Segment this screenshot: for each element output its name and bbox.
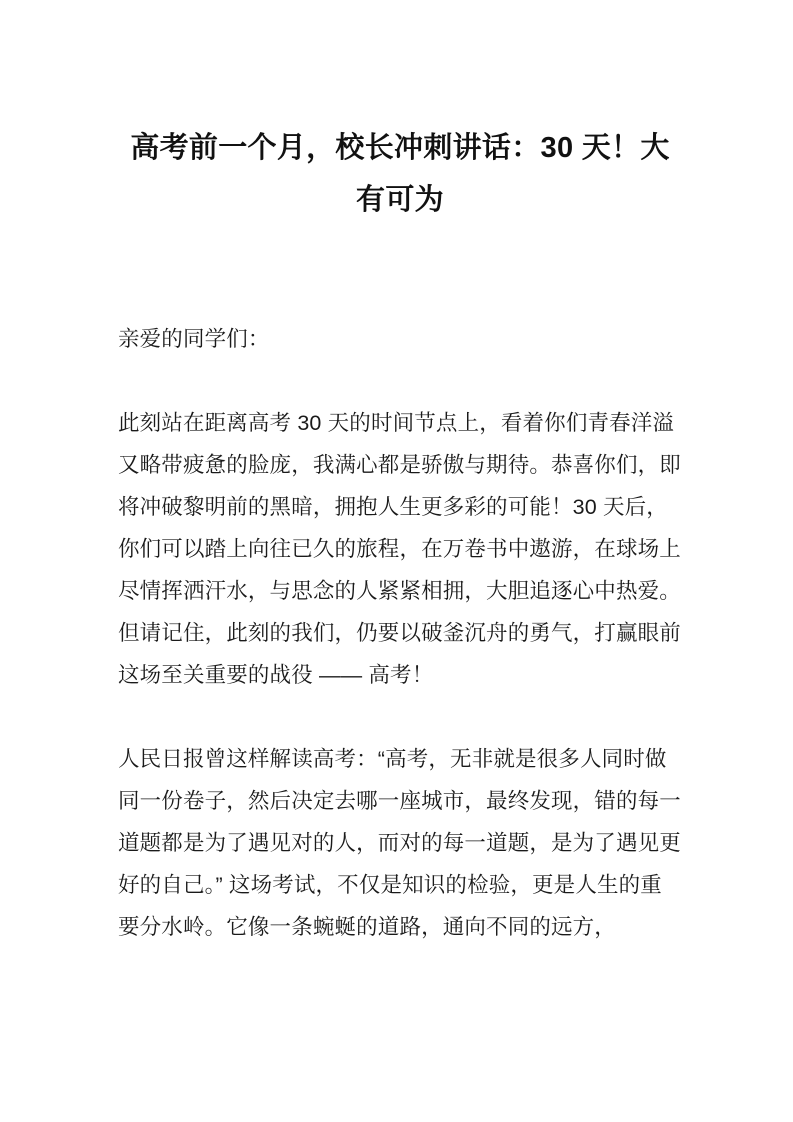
salutation: 亲爱的同学们： [118,327,270,351]
document-body [118,0,682,948]
title-body-spacer [118,226,682,318]
page-title: 高考前一个月，校长冲刺讲话：30 天！大有可为 [130,132,670,216]
paragraph-1: 此刻站在距离高考 30 天的时间节点上，看着你们青春洋溢又略带疲惫的脸庞，我满心都是骄傲与期待。恭喜你们，即将冲破黎明前的黑暗，拥抱人生更多彩的可能！30 天后，你们可以踏上向往已久的旅程，在万卷书中遨游，在球场上尽情挥洒汗水，与思念的人紧紧相拥，大胆追逐心中热爱。但请记住，此刻的我们，仍要以破釜沉舟的勇气，打赢眼前这场至关重要的战役 —— 高考！ [118,411,681,687]
paragraph-2: 人民日报曾这样解读高考：“高考，无非就是很多人同时做同一份卷子，然后决定去哪一座城市，最终发现，错的每一道题都是为了遇见对的人，而对的每一道题，是为了遇见更好的自己。” 这场考试，不仅是知识的检验，更是人生的重要分水岭。它像一条蜿蜒的道路，通向不同的远方， [118,747,681,939]
